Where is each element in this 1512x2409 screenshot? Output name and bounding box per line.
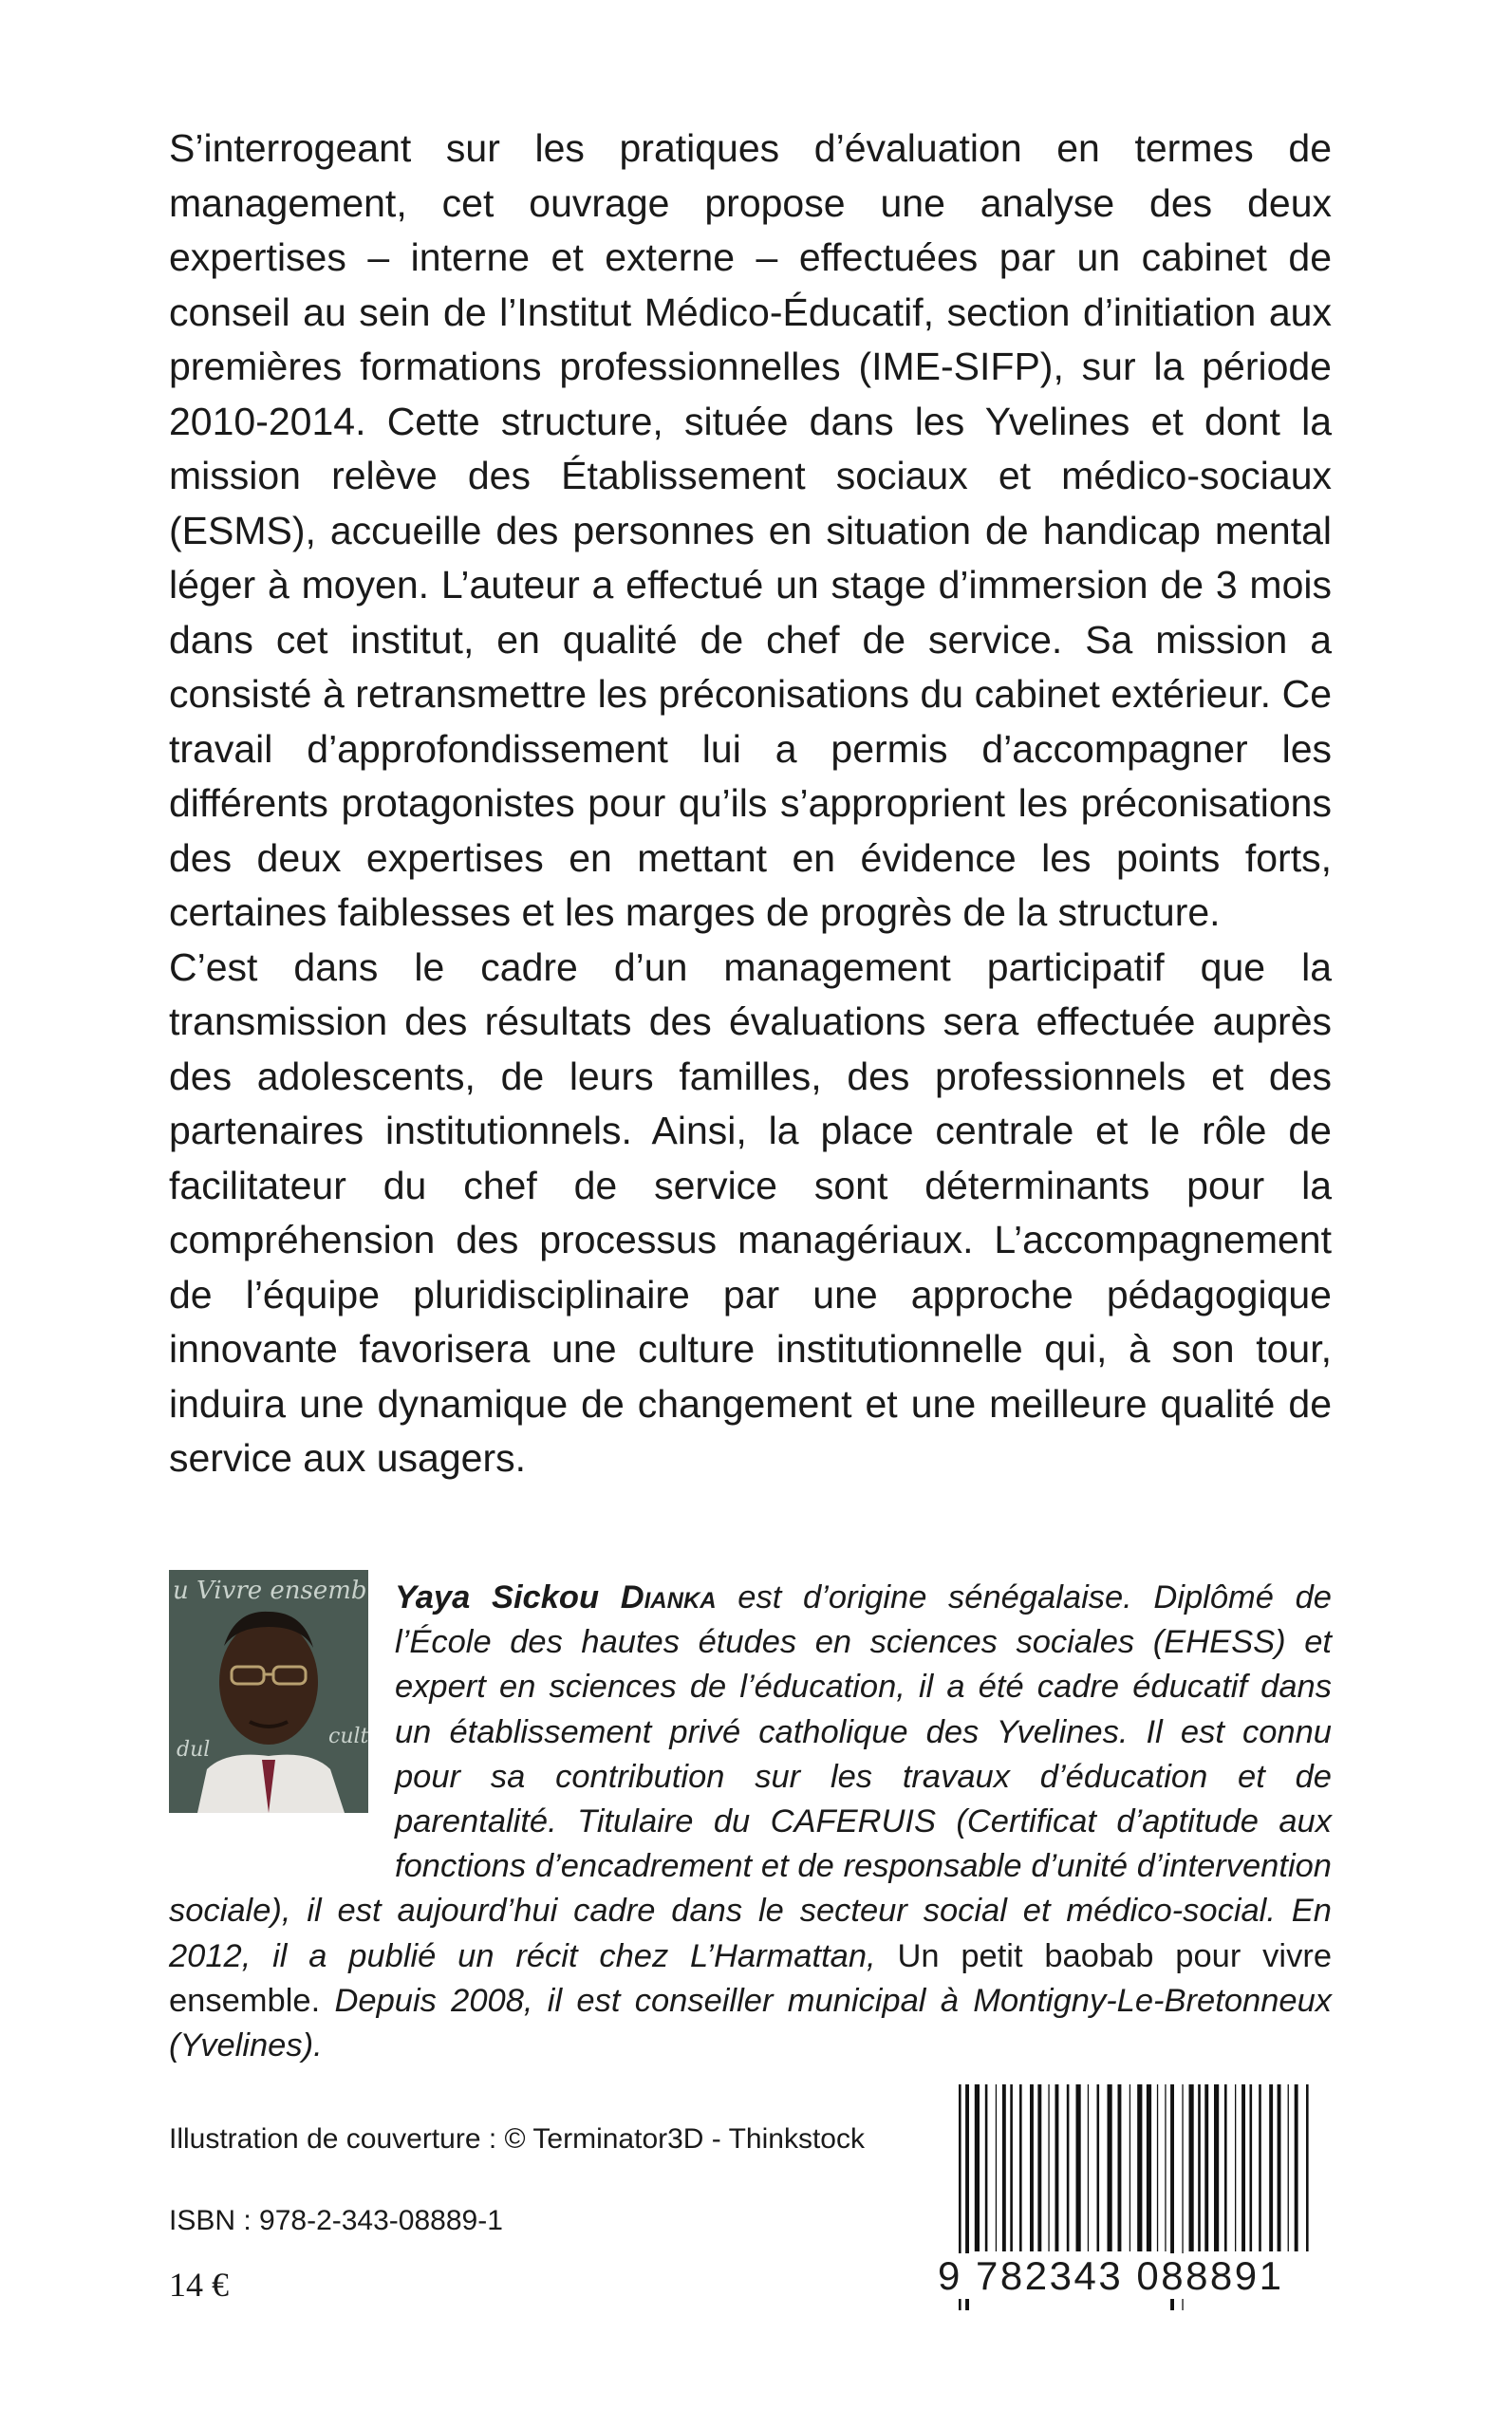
barcode-bar	[1306, 2084, 1309, 2251]
barcode-bar	[1269, 2084, 1273, 2251]
barcode-digits: 9 782343 088891	[938, 2253, 1321, 2299]
barcode-bar	[1295, 2084, 1298, 2251]
author-name-last: Dianka	[620, 1579, 717, 1615]
barcode-bar	[1204, 2084, 1208, 2251]
author-biography	[169, 1576, 1332, 2068]
price-label: 14 €	[169, 2266, 229, 2304]
barcode-bar	[1165, 2084, 1166, 2251]
cover-illustration-credit: Illustration de couverture : © Terminator3D - Thinkstock	[169, 2123, 865, 2155]
barcode-bar	[1048, 2084, 1049, 2251]
barcode-bar	[1055, 2084, 1059, 2251]
barcode-bar	[1250, 2084, 1253, 2251]
barcode-bar	[1288, 2084, 1289, 2251]
barcode-bar	[1108, 2084, 1112, 2251]
barcode-bar	[1002, 2084, 1006, 2251]
barcode-bar	[1137, 2084, 1142, 2251]
author-bio-part-1: est d’origine sénégalaise. Diplômé de l’École des hautes études en sciences sociales (EHESS) et expert en sciences de l’éducation, il a été cadre éducatif dans un établissement privé catholique des Yvelines. Il est connu pour sa contribution sur les travaux d’éducation et de parentalité. Titulaire du CAFERUIS (Certificat d’aptitude aux fonctions d’encadrement et de responsable d’unité d’intervention sociale), il est aujourd’hui cadre dans le secteur social et médico-social. En 2012, il a publié un récit chez L’Harmattan,	[169, 1579, 1332, 1974]
barcode-bar	[1118, 2084, 1122, 2251]
barcode-bar	[1010, 2084, 1013, 2251]
barcode-bar	[975, 2084, 980, 2251]
barcode-bar	[1241, 2084, 1245, 2251]
barcode-bar	[1129, 2084, 1130, 2251]
summary-paragraph-1: S’interrogeant sur les pratiques d’évaluation en termes de management, cet ouvrage propose une analyse des deux expertises – interne et externe – effectuées par un cabinet de conseil au sein de l’Institut Médico-Éducatif, section d’initiation aux premières formations professionnelles (IME-SIFP), sur la période 2010-2014. Cette structure, située dans les Yvelines et dont la mission relève des Établissement sociaux et médico-sociaux (ESMS), accueille des personnes en situation de handicap mental léger à moyen. L’auteur a effectué un stage d’immersion de 3 mois dans cet institut, en qualité de chef de service. Sa mission a consisté à retransmettre les préconisations du cabinet extérieur. Ce travail d’approfondissement lui a permis d’accompagner les différents protagonistes pour qu’ils s’approprient les préconisations des deux expertises en mettant en évidence les points forts, certaines faiblesses et les marges de progrès de la structure.	[169, 126, 1332, 934]
author-book-title: Un petit baobab pour vivre ensemble.	[169, 1937, 1333, 2019]
summary-paragraph-2: C’est dans le cadre d’un management participatif que la transmission des résultats des évaluations sera effectuée auprès des adolescents, de leurs familles, des professionnels et des partenaires institutionnels. Ainsi, la place centrale et le rôle de facilitateur du chef de service sont déterminants pour la compréhension des processus managériaux. L’accompagnement de l’équipe pluridisciplinaire par une approche pédagogique innovante favorisera une culture institutionnelle qui, à son tour, induira une dynamique de changement et une meilleure qualité de service aux usagers.	[169, 944, 1332, 1480]
barcode-bar	[1214, 2084, 1219, 2251]
barcode-bar	[1278, 2084, 1281, 2251]
author-bio-part-2: Depuis 2008, il est conseiller municipal à Montigny-Le-Bretonneux (Yvelines).	[169, 1982, 1333, 2064]
barcode-bar	[1037, 2084, 1041, 2251]
barcode-bar	[1157, 2084, 1158, 2251]
barcode-bar	[1019, 2084, 1022, 2251]
chalk-text-3: cult	[328, 1725, 368, 1748]
barcode-bar	[1088, 2084, 1089, 2251]
barcode-bar	[1097, 2084, 1100, 2251]
author-name-first: Yaya Sickou	[395, 1579, 600, 1615]
back-cover-summary	[169, 121, 1332, 1486]
barcode-bar	[1224, 2084, 1227, 2251]
barcode-bar	[996, 2084, 997, 2251]
barcode-bar	[1030, 2084, 1034, 2251]
barcode-bar	[1067, 2084, 1070, 2251]
isbn-number: ISBN : 978-2-343-08889-1	[169, 2205, 503, 2236]
barcode-bar	[1147, 2084, 1151, 2251]
chalk-text-2: dul	[177, 1738, 211, 1762]
barcode-bar	[1198, 2084, 1201, 2251]
barcode-bar	[985, 2084, 988, 2251]
barcode-bar	[1076, 2084, 1081, 2251]
barcode-bar	[1189, 2084, 1194, 2251]
barcode-bar	[1235, 2084, 1236, 2251]
barcode-bar	[1259, 2084, 1261, 2251]
chalk-text-1: u Vivre ensemb	[173, 1577, 367, 1605]
